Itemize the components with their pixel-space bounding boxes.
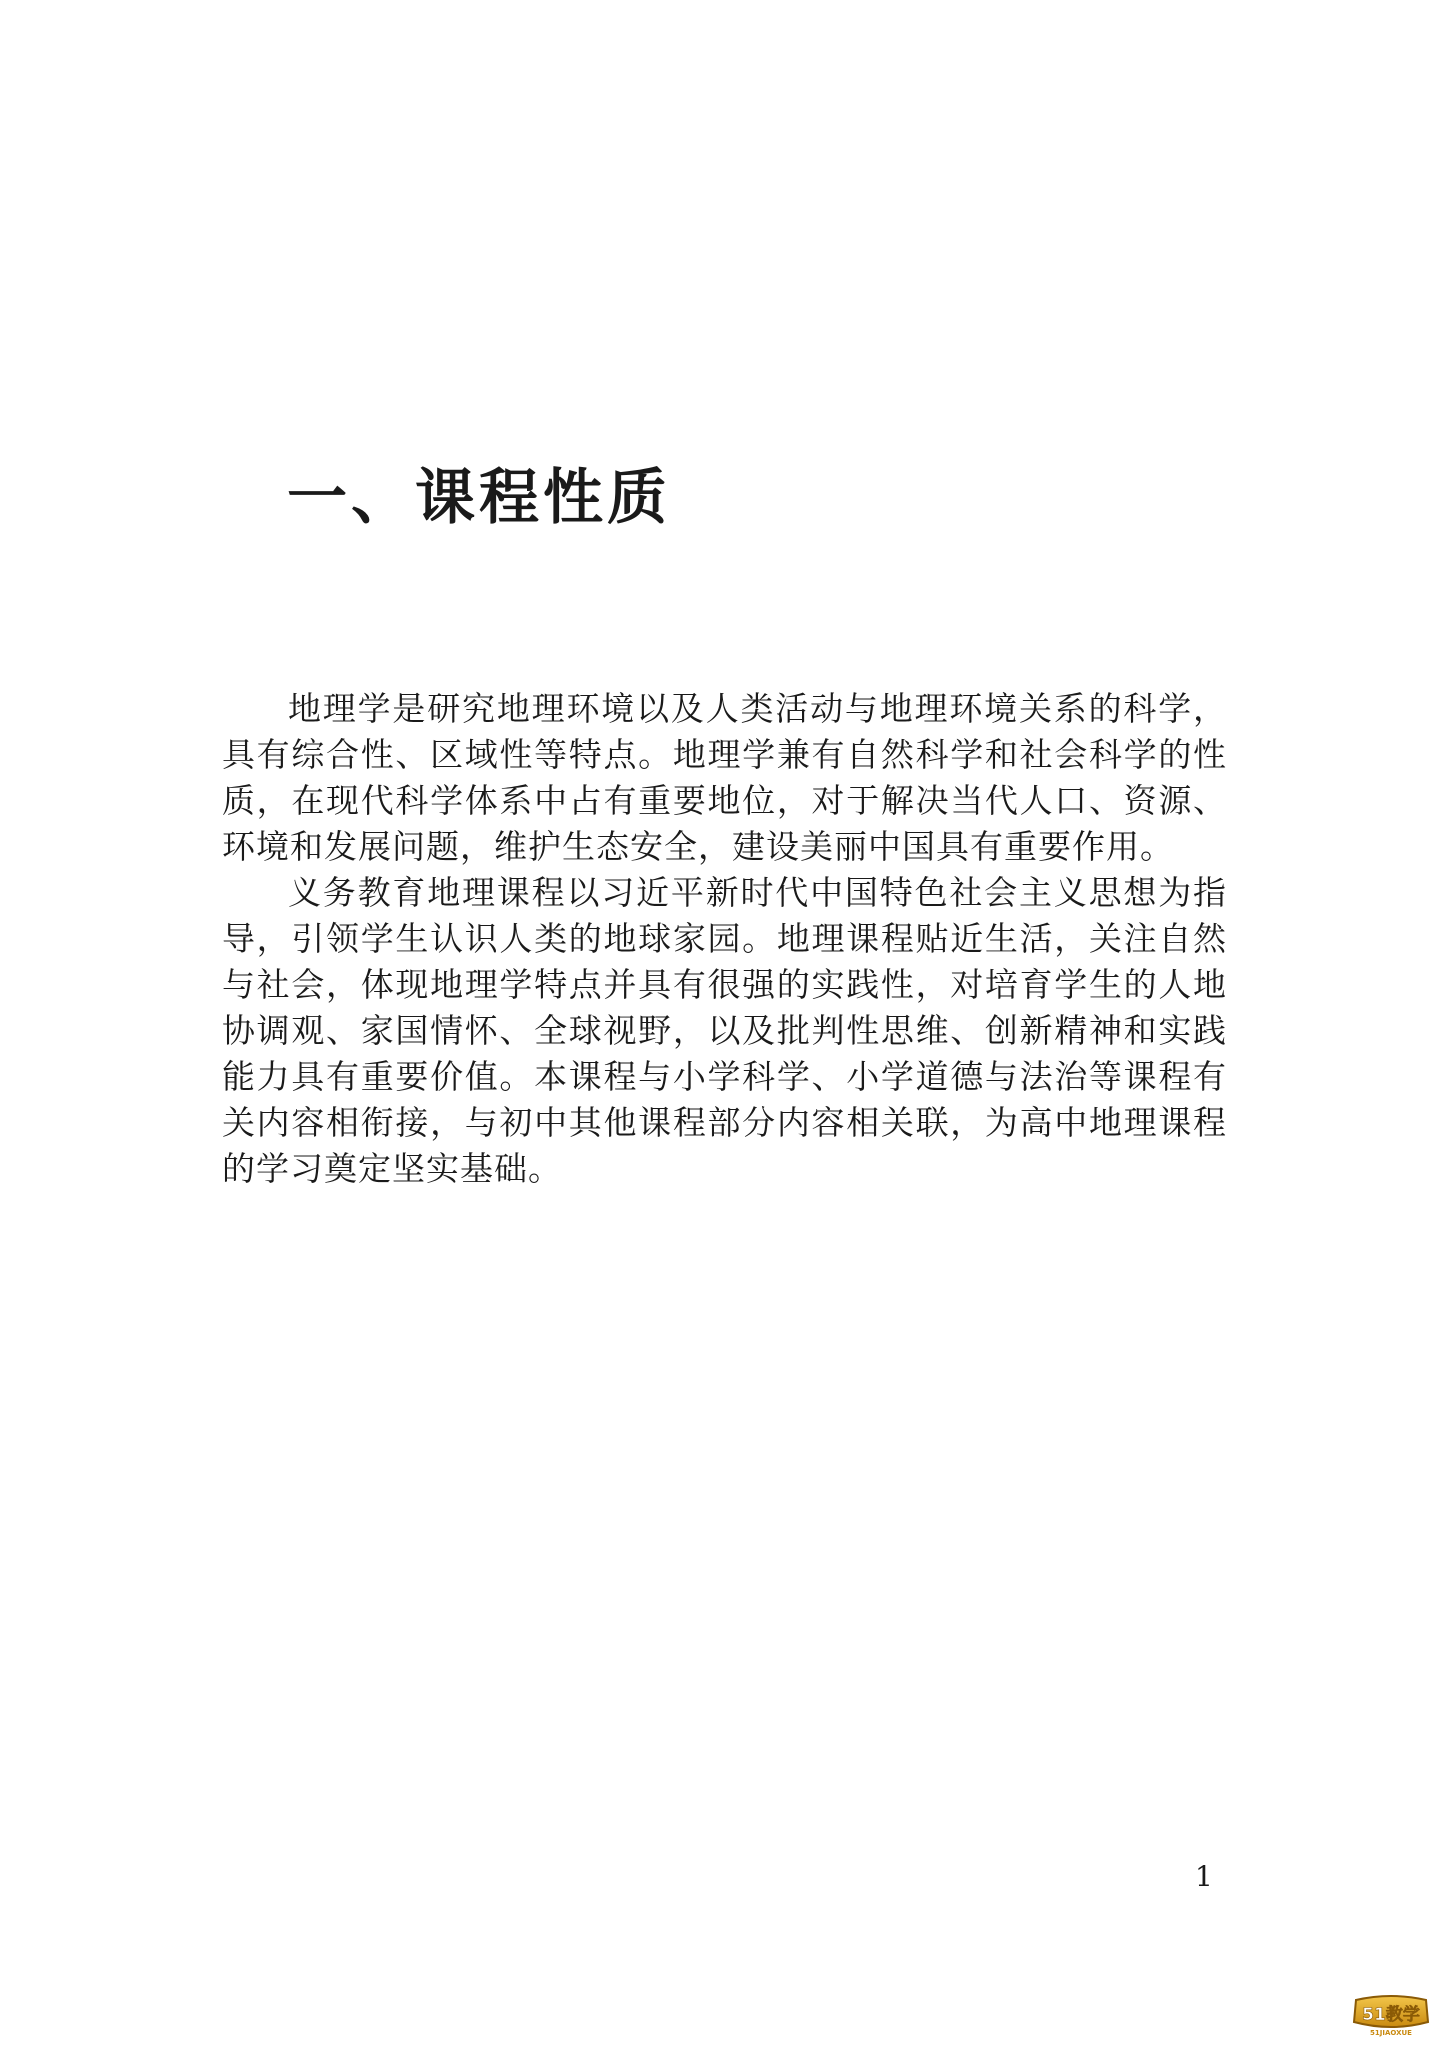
- page-number: 1: [1195, 1860, 1213, 1893]
- watermark-logo: [1350, 1994, 1432, 2038]
- section-title: 一、课程性质: [287, 463, 671, 533]
- watermark-subtext: 51JIAOXUE: [1370, 2029, 1412, 2037]
- body-text: [222, 686, 1227, 1192]
- paragraph-1: 地理学是研究地理环境以及人类活动与地理环境关系的科学，具有综合性、区域性等特点。地理学兼有自然科学和社会科学的性质，在现代科学体系中占有重要地位，对于解决当代人口、资源、环境和发展问题，维护生态安全，建设美丽中国具有重要作用。: [222, 689, 1227, 866]
- paragraph-2: 义务教育地理课程以习近平新时代中国特色社会主义思想为指导，引领学生认识人类的地球家园。地理课程贴近生活，关注自然与社会，体现地理学特点并具有很强的实践性，对培育学生的人地协调观、家国情怀、全球视野，以及批判性思维、创新精神和实践能力具有重要价值。本课程与小学科学、小学道德与法治等课程有关内容相衔接，与初中其他课程部分内容相关联，为高中地理课程的学习奠定坚实基础。: [222, 873, 1227, 1188]
- watermark-logo-graphic: [1350, 1994, 1432, 2038]
- watermark-text: 51教学: [1362, 2005, 1420, 2025]
